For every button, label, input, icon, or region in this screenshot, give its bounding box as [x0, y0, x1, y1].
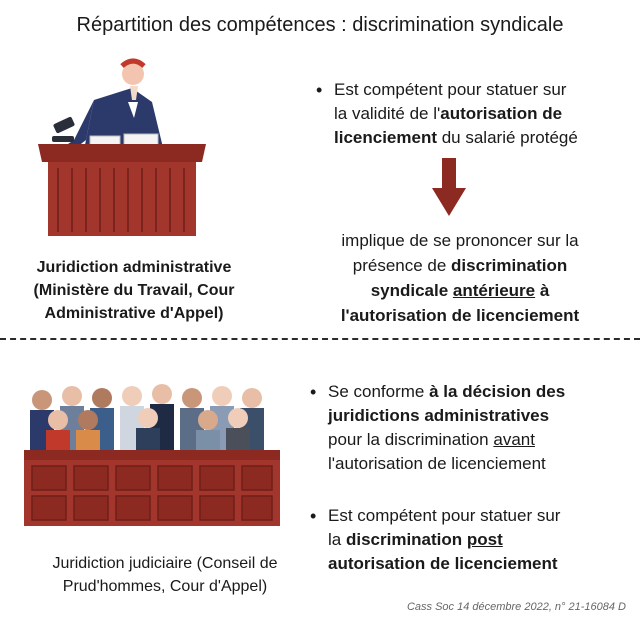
judge-illustration	[34, 40, 214, 236]
admin-implies: implique de se prononcer sur la présence de discrimination syndicale antérieure à l'autorisation de licenciement	[340, 231, 580, 325]
judicial-label: Juridiction judiciaire (Conseil de Prud'hommes, Cour d'Appel)	[52, 555, 278, 595]
section-divider	[0, 338, 640, 340]
admin-bullet: • Est compétent pour statuer sur la validité de l'autorisation de licenciement du salarié protégé	[316, 80, 578, 147]
gavel-block	[52, 136, 74, 142]
jury-box-top	[24, 450, 280, 460]
jury-people	[30, 384, 264, 460]
bench-top	[38, 144, 206, 162]
page-title: Répartition des compétences : discrimination syndicale	[76, 14, 564, 36]
admin-label	[18, 256, 250, 325]
jury-illustration	[24, 378, 280, 526]
citation: Cass Soc 14 décembre 2022, n° 21-16084 D	[406, 601, 626, 613]
down-arrow-icon	[432, 158, 466, 216]
bullet-dot: •	[310, 506, 317, 526]
judicial-bullet-2: • Est compétent pour statuer sur la discrimination post autorisation de licenciement	[310, 506, 561, 573]
gavel-head	[53, 116, 75, 134]
bullet-dot: •	[316, 80, 323, 100]
admin-label-line3: Administrative d'Appel)	[44, 305, 224, 322]
judicial-bullet-1: • Se conforme à la décision des juridictions administratives pour la discrimination avant l'autorisation de licenciement	[310, 382, 566, 473]
admin-label-line2: (Ministère du Travail, Cour	[33, 282, 235, 299]
bullet-dot: •	[310, 382, 317, 402]
bench-front	[48, 162, 196, 236]
admin-label-line1: Juridiction administrative	[36, 259, 232, 276]
